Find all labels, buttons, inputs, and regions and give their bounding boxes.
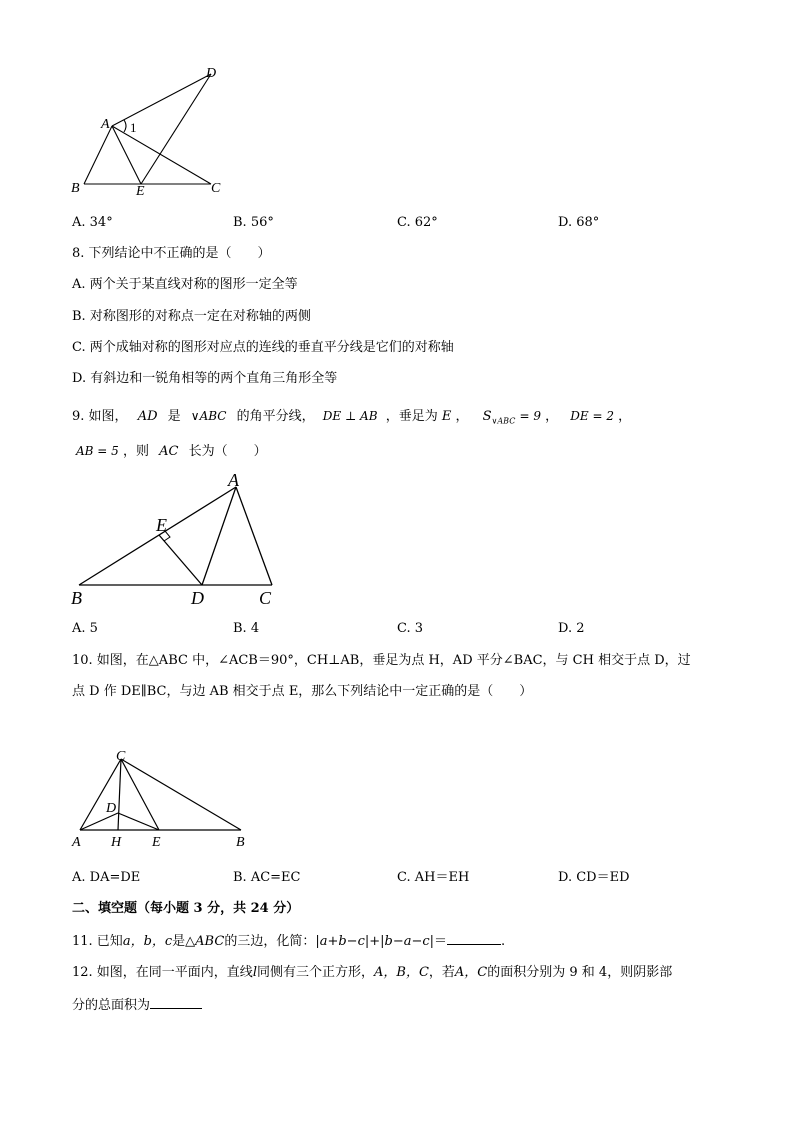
- section-title: 二、填空题（每小题 3 分，共 24 分）: [72, 901, 300, 916]
- q10-label-C: C: [116, 749, 126, 764]
- q9-label-C: C: [259, 588, 272, 608]
- q7-figure: [66, 62, 236, 202]
- q9-label-A: A: [228, 470, 239, 490]
- q9-option-a: A. 5: [72, 621, 98, 636]
- q8-option-b: B. 对称图形的对称点一定在对称轴的两侧: [72, 309, 311, 324]
- q7-option-b: B. 56°: [233, 215, 274, 230]
- q7-label-B: B: [71, 181, 80, 196]
- q12-answer-blank[interactable]: [150, 996, 202, 1009]
- q9-option-c: C. 3: [397, 621, 424, 636]
- q10-label-H: H: [111, 835, 122, 850]
- q10-figure: [66, 744, 266, 854]
- q10-option-c: C. AH＝EH: [397, 870, 470, 885]
- q9-stem-line2: AB = 5 ，则 AC 长为（ ）: [76, 444, 267, 459]
- q7-label-C: C: [211, 181, 221, 196]
- q7-option-d: D. 68°: [558, 215, 600, 230]
- q12-stem-line2: 分的总面积为: [72, 996, 202, 1014]
- q9-label-D: D: [191, 588, 204, 608]
- q9-option-d: D. 2: [558, 621, 585, 636]
- q9-label-B: B: [71, 588, 82, 608]
- q10-label-E: E: [152, 835, 161, 850]
- q8-option-c: C. 两个成轴对称的图形对应点的连线的垂直平分线是它们的对称轴: [72, 340, 454, 355]
- q7-label-1: 1: [130, 120, 137, 135]
- q10-stem-line1: 10. 如图，在△ABC 中，∠ACB＝90°，CH⊥AB，垂足为点 H，AD 平分∠BAC，与 CH 相交于点 D，过: [72, 653, 691, 668]
- q7-option-a: A. 34°: [72, 215, 113, 230]
- q10-label-A: A: [72, 835, 81, 850]
- q7-label-A: A: [101, 117, 110, 132]
- q10-label-D: D: [106, 801, 117, 816]
- q10-option-d: D. CD＝ED: [558, 870, 630, 885]
- q8-stem: 8. 下列结论中不正确的是（ ）: [72, 246, 271, 261]
- q10-stem-line2: 点 D 作 DE∥BC，与边 AB 相交于点 E，那么下列结论中一定正确的是（ ）: [72, 684, 533, 699]
- q11-answer-blank[interactable]: [447, 932, 501, 945]
- q10-option-b: B. AC=EC: [233, 870, 301, 885]
- q7-option-c: C. 62°: [397, 215, 438, 230]
- q7-label-E: E: [136, 184, 145, 199]
- q7-label-D: D: [206, 66, 217, 81]
- q10-option-a: A. DA=DE: [72, 870, 141, 885]
- q9-label-E: E: [156, 515, 167, 535]
- q11-stem: 11. 已知a，b，c是△ABC的三边，化简：|a+b−c|+|b−a−c|＝ .: [72, 934, 506, 949]
- q8-option-d: D. 有斜边和一锐角相等的两个直角三角形全等: [72, 371, 338, 386]
- q10-label-B: B: [236, 835, 245, 850]
- q9-stem-line1: 9. 如图， AD 是 ∨ABC 的角平分线， DE ⊥ AB ，垂足为 E ， $S_{\vee ABC} = 9$ ， DE = 2 ，: [72, 409, 632, 426]
- q9-option-b: B. 4: [233, 621, 260, 636]
- q8-option-a: A. 两个关于某直线对称的图形一定全等: [72, 277, 298, 292]
- q12-stem-line1: 12. 如图，在同一平面内，直线l同侧有三个正方形，A，B，C，若A，C的面积分别为 9 和 4，则阴影部: [72, 965, 673, 980]
- q9-figure: [66, 468, 286, 610]
